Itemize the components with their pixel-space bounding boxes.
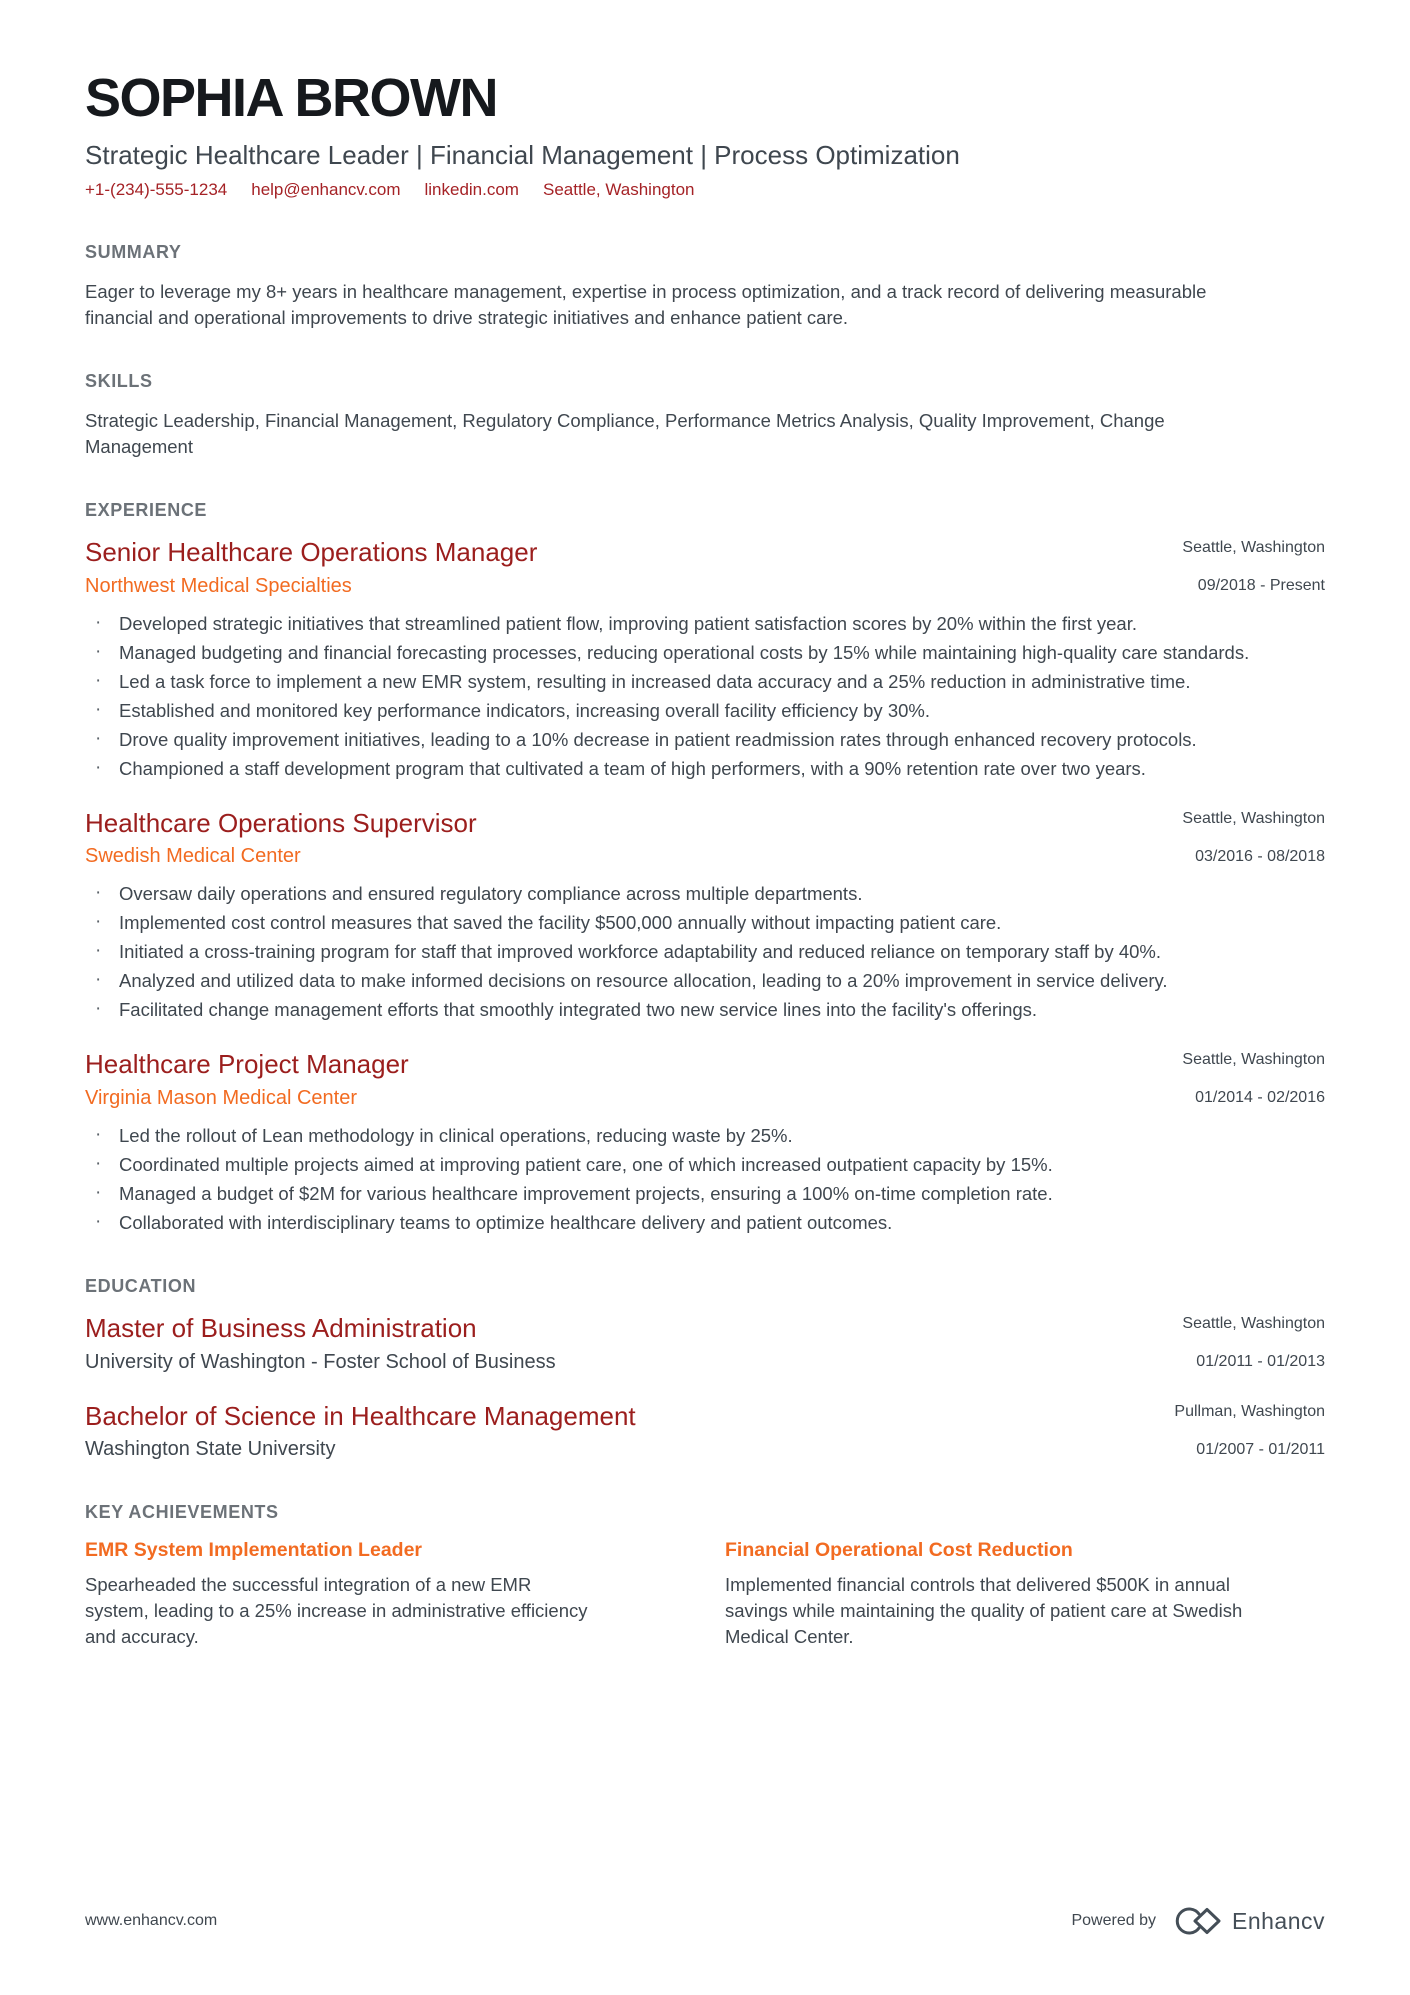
job-location: Seattle, Washington [1182, 1051, 1325, 1069]
bullet-item: · Drove quality improvement initiatives, leading to a 10% decrease in patient readmission rates through enhanced recovery protocols. [85, 727, 1275, 753]
skills-heading: SKILLS [85, 370, 153, 391]
entry-head [85, 1401, 1325, 1463]
education-entry [85, 1401, 1325, 1463]
job-location: Seattle, Washington [1182, 538, 1325, 556]
achievement-text: Implemented financial controls that delivered $500K in annual savings while maintaining the quality of patient care at Swedish Medical Center. [725, 1574, 1243, 1648]
bullet-item: · Established and monitored key performance indicators, increasing overall facility efficiency by 30%. [85, 698, 1275, 724]
bullet-item: · Analyzed and utilized data to make informed decisions on resource allocation, leading to a 20% improvement in service delivery. [85, 968, 1275, 994]
enhancv-logo-icon [1170, 1905, 1224, 1937]
contact-location[interactable]: Seattle, Washington [542, 179, 695, 199]
enhancv-logo[interactable] [1170, 1905, 1325, 1937]
candidate-headline: Strategic Healthcare Leader | Financial Management | Process Optimization [85, 140, 960, 171]
achievements-heading: KEY ACHIEVEMENTS [85, 1502, 279, 1523]
job-location: Seattle, Washington [1182, 809, 1325, 827]
bullet-item: · Facilitated change management efforts that smoothly integrated two new service lines into the facility's offerings. [85, 997, 1275, 1023]
job-title: Healthcare Project Manager [85, 1049, 409, 1080]
job-bullet-list [85, 881, 1275, 1023]
entry-head [85, 1049, 1325, 1111]
powered-by [1071, 1905, 1325, 1937]
achievement-title: EMR System Implementation Leader [85, 1539, 423, 1562]
job-dates: 03/2016 - 08/2018 [1195, 847, 1325, 865]
achievement-title: Financial Operational Cost Reduction [725, 1539, 1073, 1562]
achievement-text: Spearheaded the successful integration of a new EMR system, leading to a 25% increase in administrative efficiency and accuracy. [85, 1574, 588, 1648]
experience-entry [85, 537, 1325, 782]
achievements-section [85, 1502, 1325, 1650]
entry-meta [1182, 1049, 1325, 1107]
job-title: Healthcare Operations Supervisor [85, 807, 477, 838]
summary-section [85, 242, 1325, 331]
job-bullet-list [85, 611, 1275, 782]
experience-entry [85, 1049, 1325, 1236]
degree-location: Pullman, Washington [1174, 1402, 1325, 1420]
achievement-item [725, 1539, 1250, 1650]
experience-section [85, 500, 1325, 1236]
entry-left [85, 1049, 409, 1111]
contact-phone[interactable]: +1-(234)-555-1234 [85, 179, 228, 199]
experience-heading: EXPERIENCE [85, 499, 208, 520]
entry-head [85, 1313, 1325, 1375]
entry-left [85, 1313, 556, 1375]
degree-title: Master of Business Administration [85, 1313, 477, 1344]
education-heading: EDUCATION [85, 1276, 197, 1297]
skills-section [85, 371, 1325, 460]
contact-link[interactable]: linkedin.com [424, 179, 519, 199]
degree-dates: 01/2007 - 01/2011 [1196, 1440, 1325, 1458]
candidate-name: SOPHIA BROWN [85, 68, 497, 128]
achievement-item [85, 1539, 590, 1650]
achievements-grid [85, 1539, 1325, 1650]
entry-head [85, 537, 1325, 599]
bullet-item: · Championed a staff development program that cultivated a team of high performers, with a 90% retention rate over two years. [85, 756, 1275, 782]
enhancv-wordmark: Enhancv [1231, 1907, 1325, 1934]
entry-meta [1182, 808, 1325, 866]
entry-left [85, 1401, 636, 1463]
contact-email[interactable]: help@enhancv.com [251, 179, 401, 199]
entry-head [85, 808, 1325, 870]
entry-meta [1182, 537, 1325, 595]
degree-school: University of Washington - Foster School of Business [85, 1350, 556, 1373]
bullet-item: · Collaborated with interdisciplinary teams to optimize healthcare delivery and patient outcomes. [85, 1210, 1275, 1236]
bullet-item: · Implemented cost control measures that saved the facility $500,000 annually without impacting patient care. [85, 910, 1275, 936]
summary-text: Eager to leverage my 8+ years in healthcare management, expertise in process optimization, and a track record of delivering measurable financial and operational improvements to drive strategic initiatives and enhance patient care. [85, 280, 1207, 328]
bullet-item: · Led a task force to implement a new EMR system, resulting in increased data accuracy and a 25% reduction in administrative time. [85, 669, 1275, 695]
degree-location: Seattle, Washington [1182, 1315, 1325, 1333]
entry-meta [1182, 1313, 1325, 1371]
bullet-item: · Managed a budget of $2M for various healthcare improvement projects, ensuring a 100% on-time completion rate. [85, 1181, 1275, 1207]
bullet-item: · Led the rollout of Lean methodology in clinical operations, reducing waste by 25%. [85, 1123, 1275, 1149]
education-entry [85, 1313, 1325, 1375]
entry-meta [1174, 1401, 1325, 1459]
summary-heading: SUMMARY [85, 241, 182, 262]
skills-text: Strategic Leadership, Financial Management, Regulatory Compliance, Performance Metrics Analysis, Quality Improvement, Change Management [85, 409, 1165, 457]
degree-dates: 01/2011 - 01/2013 [1196, 1353, 1325, 1371]
job-company: Virginia Mason Medical Center [85, 1087, 357, 1110]
bullet-item: · Initiated a cross-training program for staff that improved workforce adaptability and reduced reliance on temporary staff by 40%. [85, 939, 1275, 965]
job-company: Swedish Medical Center [85, 845, 301, 868]
experience-entry [85, 808, 1325, 1024]
degree-school: Washington State University [85, 1438, 336, 1461]
education-section [85, 1276, 1325, 1462]
job-company: Northwest Medical Specialties [85, 574, 352, 597]
bullet-item: · Oversaw daily operations and ensured regulatory compliance across multiple departments. [85, 881, 1275, 907]
contact-row [85, 180, 1325, 200]
bullet-item: · Developed strategic initiatives that streamlined patient flow, improving patient satisfaction scores by 20% within the first year. [85, 611, 1275, 637]
bullet-item: · Managed budgeting and financial forecasting processes, reducing operational costs by 15% while maintaining high-quality care standards. [85, 640, 1275, 666]
powered-by-label: Powered by [1071, 1912, 1156, 1929]
job-bullet-list [85, 1123, 1275, 1236]
entry-left [85, 808, 477, 870]
job-dates: 09/2018 - Present [1197, 576, 1325, 594]
page-footer [85, 1905, 1325, 1937]
job-dates: 01/2014 - 02/2016 [1195, 1089, 1325, 1107]
entry-left [85, 537, 537, 599]
resume-header [85, 70, 1325, 200]
job-title: Senior Healthcare Operations Manager [85, 536, 538, 567]
degree-title: Bachelor of Science in Healthcare Management [85, 1400, 636, 1431]
footer-website-link[interactable]: www.enhancv.com [85, 1912, 218, 1929]
bullet-item: · Coordinated multiple projects aimed at improving patient care, one of which increased outpatient capacity by 15%. [85, 1152, 1275, 1178]
